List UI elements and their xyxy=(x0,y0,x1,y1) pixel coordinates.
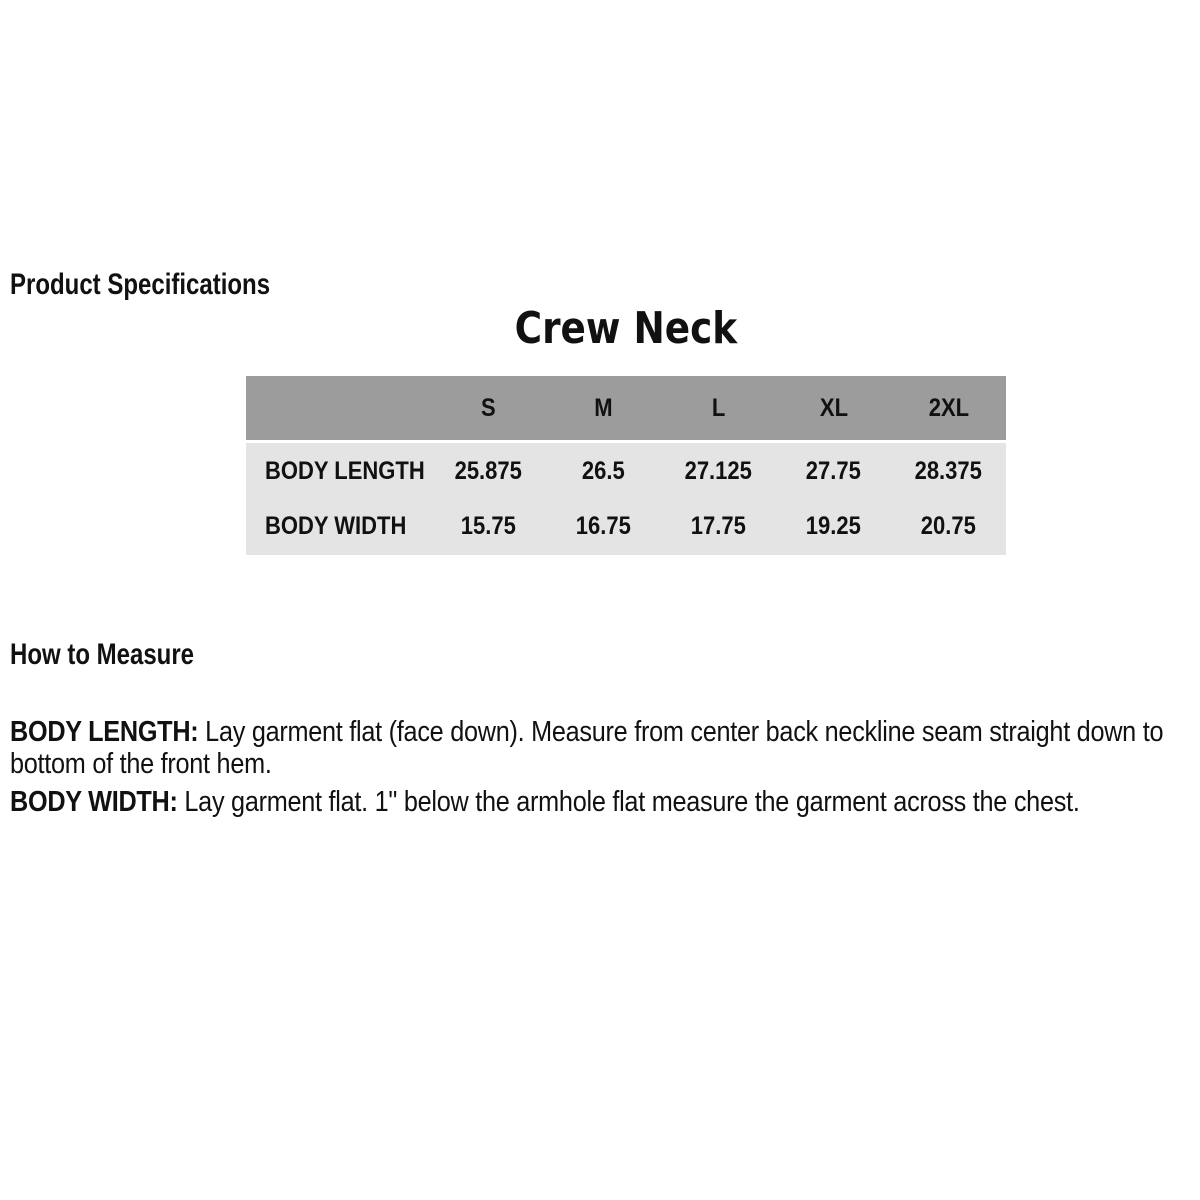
size-chart-body xyxy=(246,443,1006,555)
header-spacer-cell xyxy=(246,376,431,440)
value-cell: 15.75 xyxy=(460,512,517,540)
size-chart-table xyxy=(246,376,1006,555)
body-length-instruction-text: Lay garment flat (face down). Measure from center back neckline seam straight down to bottom of the front hem. xyxy=(10,716,1164,780)
value-cell: 17.75 xyxy=(690,512,747,540)
value-cell: 27.75 xyxy=(805,457,862,485)
value-cell: 20.75 xyxy=(920,512,977,540)
body-length-instruction xyxy=(10,716,1195,780)
body-width-instruction-text: Lay garment flat. 1" below the armhole flat measure the garment across the chest. xyxy=(177,786,1080,818)
body-length-instruction-label: BODY LENGTH: xyxy=(10,716,199,748)
table-row-body-width xyxy=(246,499,1006,554)
size-column-header-xl: XL xyxy=(819,393,848,422)
size-column-header-l: L xyxy=(711,393,726,422)
how-to-measure-heading: How to Measure xyxy=(10,638,195,671)
row-label: BODY LENGTH xyxy=(265,457,425,485)
value-cell: 19.25 xyxy=(805,512,862,540)
size-column-header-s: S xyxy=(481,393,496,422)
size-column-header-2xl: 2XL xyxy=(928,393,969,422)
row-label: BODY WIDTH xyxy=(265,512,407,540)
value-cell: 26.5 xyxy=(582,457,625,485)
value-cell: 27.125 xyxy=(684,457,753,485)
product-specifications-heading: Product Specifications xyxy=(10,268,271,301)
crew-neck-title xyxy=(246,303,1006,354)
size-chart-header-row xyxy=(246,376,1006,440)
crew-neck-title-text: Crew Neck xyxy=(514,303,738,354)
body-width-instruction-label: BODY WIDTH: xyxy=(10,786,178,818)
measure-instructions xyxy=(10,716,1195,818)
size-column-header-m: M xyxy=(594,393,613,422)
body-width-instruction xyxy=(10,786,1195,818)
table-row-body-length xyxy=(246,444,1006,499)
value-cell: 28.375 xyxy=(914,457,983,485)
value-cell: 16.75 xyxy=(575,512,632,540)
value-cell: 25.875 xyxy=(454,457,523,485)
